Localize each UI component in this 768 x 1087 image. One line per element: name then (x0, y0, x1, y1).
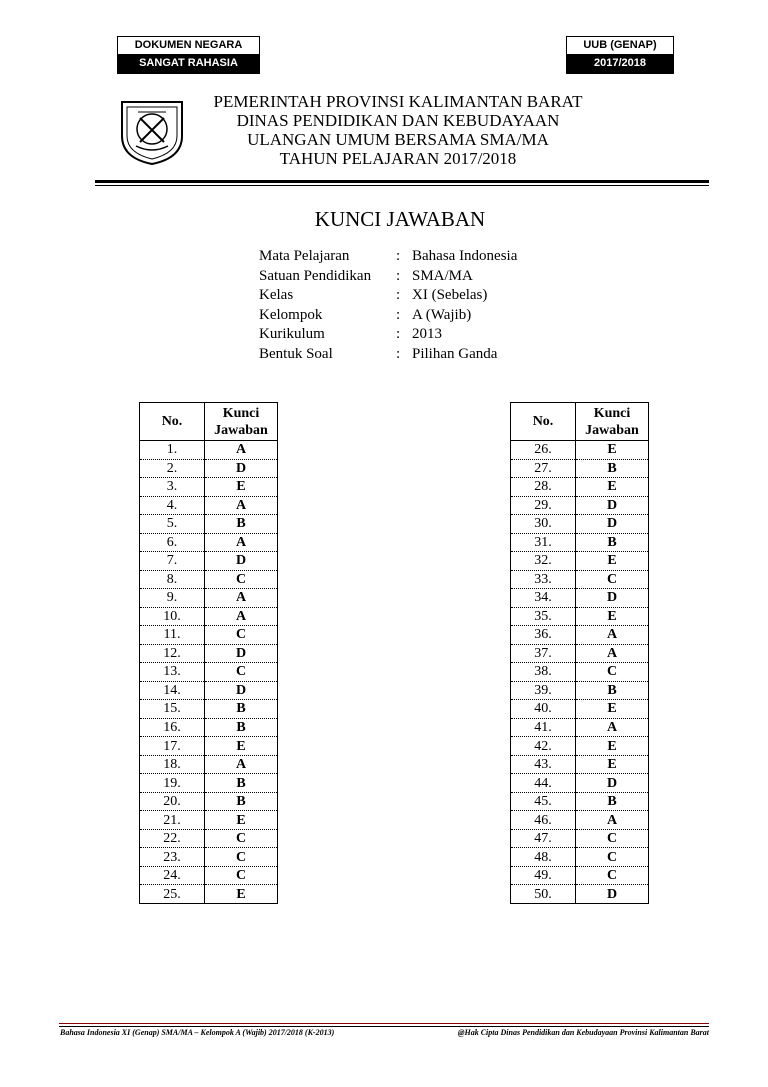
question-number: 44. (511, 774, 576, 793)
column-header-no: No. (511, 403, 576, 441)
column-header-key (576, 403, 649, 441)
info-value: Pilihan Ganda (412, 345, 498, 362)
answer-row (140, 533, 278, 552)
answer-key: E (576, 755, 649, 774)
answer-key: C (576, 848, 649, 867)
answer-row (511, 885, 649, 904)
question-number: 47. (511, 829, 576, 848)
answer-key: A (576, 644, 649, 663)
answer-key: A (205, 533, 278, 552)
answer-key: D (205, 644, 278, 663)
question-number: 43. (511, 755, 576, 774)
answer-key: C (205, 848, 278, 867)
question-number: 24. (140, 866, 205, 885)
question-number: 3. (140, 478, 205, 497)
question-number: 46. (511, 811, 576, 830)
answer-row (511, 644, 649, 663)
question-number: 42. (511, 737, 576, 756)
answer-key: C (205, 570, 278, 589)
answer-row (511, 792, 649, 811)
stamp-line-1: DOKUMEN NEGARA (118, 37, 259, 54)
question-number: 38. (511, 663, 576, 682)
answer-key: D (205, 681, 278, 700)
info-label: Bentuk Soal (259, 345, 333, 362)
question-number: 2. (140, 459, 205, 478)
answer-key: A (576, 718, 649, 737)
question-number: 34. (511, 589, 576, 608)
column-header-key-line1: Kunci (593, 405, 631, 421)
question-number: 5. (140, 515, 205, 534)
question-number: 40. (511, 700, 576, 719)
info-row (259, 325, 517, 345)
info-separator: : (396, 267, 401, 284)
info-separator: : (396, 345, 401, 362)
answer-row (511, 607, 649, 626)
answer-key: C (205, 626, 278, 645)
footer-divider (59, 1026, 709, 1027)
answer-row (511, 663, 649, 682)
answer-key: B (576, 681, 649, 700)
column-header-no: No. (140, 403, 205, 441)
answer-key: A (205, 589, 278, 608)
info-value: 2013 (412, 326, 442, 342)
question-number: 7. (140, 552, 205, 571)
answer-key: C (576, 866, 649, 885)
answer-key: E (205, 811, 278, 830)
answer-row (511, 441, 649, 460)
answer-key: C (576, 570, 649, 589)
answer-table-right (510, 402, 649, 904)
answer-key: A (205, 755, 278, 774)
page-title: KUNCI JAWABAN (314, 207, 486, 231)
footer-copyright: @Hak Cipta Dinas Pendidikan dan Kebudayaan Provinsi Kalimantan Barat (457, 1028, 709, 1037)
question-number: 29. (511, 496, 576, 515)
info-label: Kelas (259, 287, 294, 303)
header-divider-thick (95, 180, 709, 183)
answer-key: C (205, 663, 278, 682)
exam-period-stamp (566, 36, 674, 74)
stamp-line-2: SANGAT RAHASIA (118, 54, 259, 73)
question-number: 23. (140, 848, 205, 867)
answer-key: B (205, 700, 278, 719)
answer-row (140, 792, 278, 811)
answer-row (140, 478, 278, 497)
answer-row (140, 459, 278, 478)
answer-key: C (576, 829, 649, 848)
question-number: 6. (140, 533, 205, 552)
answer-row (511, 589, 649, 608)
answer-key: B (205, 515, 278, 534)
question-number: 27. (511, 459, 576, 478)
question-number: 18. (140, 755, 205, 774)
answer-key: E (576, 478, 649, 497)
header-line-3: ULANGAN UMUM BERSAMA SMA/MA (247, 130, 549, 149)
answer-row (511, 626, 649, 645)
header-divider-thin (95, 185, 709, 186)
answer-row (140, 718, 278, 737)
answer-row (140, 681, 278, 700)
answer-row (511, 829, 649, 848)
answer-key: A (205, 607, 278, 626)
question-number: 4. (140, 496, 205, 515)
answer-key: E (576, 700, 649, 719)
question-number: 32. (511, 552, 576, 571)
answer-key: B (576, 792, 649, 811)
answer-row (511, 848, 649, 867)
answer-row (511, 700, 649, 719)
question-number: 15. (140, 700, 205, 719)
answer-key: D (205, 459, 278, 478)
info-value: Bahasa Indonesia (412, 248, 518, 264)
answer-row (511, 533, 649, 552)
answer-key: D (576, 515, 649, 534)
footer-divider-red (59, 1023, 709, 1024)
answer-row (511, 459, 649, 478)
answer-row (140, 589, 278, 608)
answer-row (511, 496, 649, 515)
answer-row (511, 478, 649, 497)
answer-row (511, 811, 649, 830)
question-number: 12. (140, 644, 205, 663)
answer-row (511, 681, 649, 700)
exam-year: 2017/2018 (567, 54, 673, 73)
answer-key: C (205, 866, 278, 885)
answer-key: A (205, 496, 278, 515)
answer-key: B (205, 718, 278, 737)
answer-key: C (205, 829, 278, 848)
question-number: 50. (511, 885, 576, 904)
answer-key: A (576, 626, 649, 645)
document-classification-stamp (117, 36, 260, 74)
answer-row (140, 570, 278, 589)
question-number: 33. (511, 570, 576, 589)
info-label: Kelompok (259, 306, 323, 323)
question-number: 10. (140, 607, 205, 626)
answer-row (140, 885, 278, 904)
answer-key: B (205, 774, 278, 793)
answer-row (140, 774, 278, 793)
question-number: 30. (511, 515, 576, 534)
question-number: 16. (140, 718, 205, 737)
answer-key: C (576, 663, 649, 682)
answer-row (511, 515, 649, 534)
answer-row (140, 755, 278, 774)
answer-key: A (576, 811, 649, 830)
info-separator: : (396, 326, 401, 342)
answer-key: D (576, 885, 649, 904)
answer-key: E (576, 552, 649, 571)
answer-row (140, 866, 278, 885)
question-number: 37. (511, 644, 576, 663)
answer-table-left (139, 402, 278, 904)
question-number: 39. (511, 681, 576, 700)
answer-row (140, 663, 278, 682)
answer-row (140, 737, 278, 756)
answer-row (511, 737, 649, 756)
answer-key: E (576, 441, 649, 460)
answer-key: A (205, 441, 278, 460)
info-label: Kurikulum (259, 326, 325, 342)
question-number: 9. (140, 589, 205, 608)
question-number: 45. (511, 792, 576, 811)
answer-row (140, 644, 278, 663)
answer-row (140, 607, 278, 626)
answer-key: E (576, 607, 649, 626)
question-number: 13. (140, 663, 205, 682)
answer-row (140, 552, 278, 571)
column-header-key-line1: Kunci (222, 405, 260, 421)
question-number: 21. (140, 811, 205, 830)
answer-row (140, 515, 278, 534)
answer-row (140, 626, 278, 645)
info-value: XI (Sebelas) (412, 287, 488, 303)
answer-row (140, 700, 278, 719)
info-row (259, 345, 517, 365)
question-number: 49. (511, 866, 576, 885)
answer-key: E (576, 737, 649, 756)
answer-key: B (205, 792, 278, 811)
answer-key: E (205, 885, 278, 904)
question-number: 26. (511, 441, 576, 460)
info-separator: : (396, 287, 401, 303)
answer-row (511, 552, 649, 571)
answer-row (511, 774, 649, 793)
header-line-1: PEMERINTAH PROVINSI KALIMANTAN BARAT (213, 92, 583, 111)
question-number: 11. (140, 626, 205, 645)
answer-row (140, 811, 278, 830)
exam-info-block (259, 247, 517, 364)
answer-row (140, 496, 278, 515)
answer-key: D (576, 589, 649, 608)
footer-subject: Bahasa Indonesia XI (Genap) SMA/MA – Kelompok A (Wajib) 2017/2018 (K-2013) (60, 1028, 335, 1037)
column-header-key-line2: Jawaban (214, 422, 268, 438)
column-header-key-line2: Jawaban (585, 422, 639, 438)
answer-row (140, 441, 278, 460)
question-number: 17. (140, 737, 205, 756)
answer-row (140, 848, 278, 867)
question-number: 28. (511, 478, 576, 497)
info-value: SMA/MA (412, 267, 473, 284)
info-label: Satuan Pendidikan (259, 267, 372, 284)
answer-key: D (205, 552, 278, 571)
column-header-key (205, 403, 278, 441)
answer-key: B (576, 533, 649, 552)
header-line-4: TAHUN PELAJARAN 2017/2018 (279, 149, 517, 168)
answer-row (140, 829, 278, 848)
info-separator: : (396, 306, 401, 323)
question-number: 20. (140, 792, 205, 811)
answer-row (511, 866, 649, 885)
info-row (259, 247, 517, 267)
question-number: 31. (511, 533, 576, 552)
question-number: 48. (511, 848, 576, 867)
question-number: 22. (140, 829, 205, 848)
info-row (259, 306, 517, 326)
institution-header (190, 92, 606, 168)
answer-key: B (576, 459, 649, 478)
question-number: 1. (140, 441, 205, 460)
province-emblem-icon (118, 96, 186, 166)
question-number: 19. (140, 774, 205, 793)
info-row (259, 267, 517, 287)
answer-row (511, 755, 649, 774)
question-number: 36. (511, 626, 576, 645)
header-line-2: DINAS PENDIDIKAN DAN KEBUDAYAAN (236, 111, 560, 130)
info-row (259, 286, 517, 306)
info-label: Mata Pelajaran (259, 248, 350, 264)
answer-key: E (205, 478, 278, 497)
answer-key: E (205, 737, 278, 756)
answer-key: D (576, 496, 649, 515)
question-number: 8. (140, 570, 205, 589)
answer-key: D (576, 774, 649, 793)
answer-row (511, 570, 649, 589)
question-number: 14. (140, 681, 205, 700)
question-number: 41. (511, 718, 576, 737)
question-number: 25. (140, 885, 205, 904)
info-separator: : (396, 248, 401, 264)
info-value: A (Wajib) (412, 306, 472, 323)
question-number: 35. (511, 607, 576, 626)
answer-row (511, 718, 649, 737)
exam-type: UUB (GENAP) (567, 37, 673, 54)
